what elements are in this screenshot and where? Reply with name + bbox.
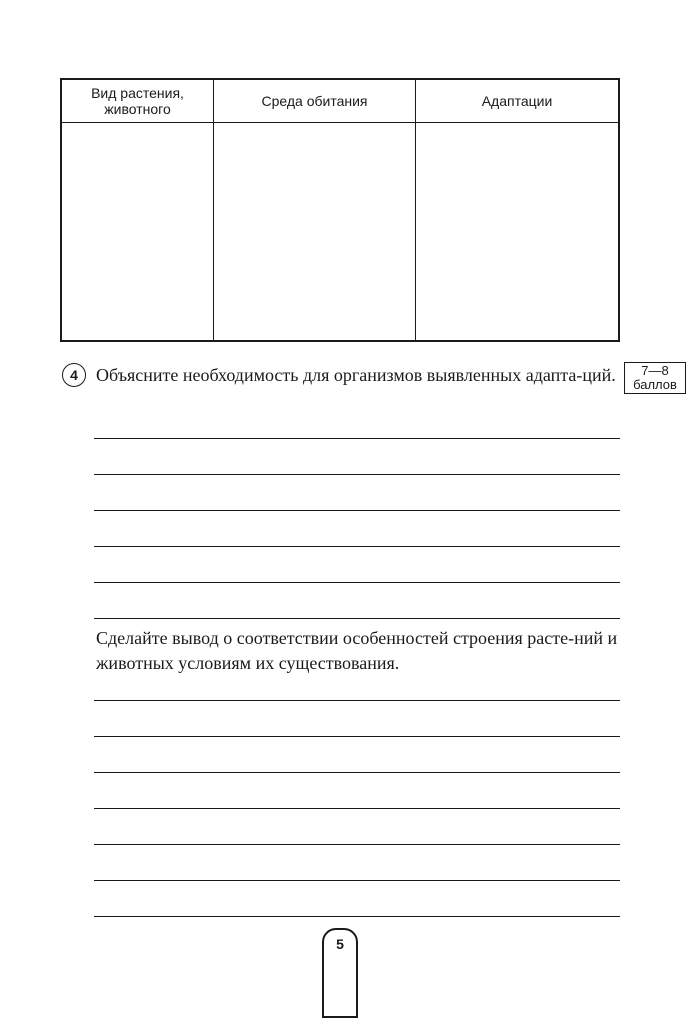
answer-line[interactable] <box>94 510 620 511</box>
answer-line[interactable] <box>94 438 620 439</box>
answer-line[interactable] <box>94 844 620 845</box>
answer-cell-habitat[interactable] <box>215 124 415 340</box>
answer-line[interactable] <box>94 808 620 809</box>
answer-cell-species[interactable] <box>62 124 213 340</box>
adaptation-table <box>60 78 620 342</box>
task-prompt: Объясните необходимость для организмов выявленных адапта-ций. <box>96 365 616 385</box>
answer-line[interactable] <box>94 916 620 917</box>
conclusion-prompt: Сделайте вывод о соответствии особенностей строения расте-ний и животных условиям их существования. <box>96 628 618 673</box>
column-divider <box>213 80 214 340</box>
answer-line[interactable] <box>94 618 620 619</box>
points-range: 7—8 <box>641 363 669 378</box>
header-adaptations: Адаптации <box>481 93 553 109</box>
page-number: 5 <box>322 928 358 1018</box>
task-number-badge: 4 <box>62 363 86 387</box>
answer-line[interactable] <box>94 582 620 583</box>
header-habitat: Среда обитания <box>261 93 368 109</box>
header-divider <box>62 122 618 123</box>
points-label: баллов <box>633 377 677 392</box>
column-divider <box>415 80 416 340</box>
answer-cell-adaptations[interactable] <box>417 124 618 340</box>
answer-line[interactable] <box>94 736 620 737</box>
answer-line[interactable] <box>94 546 620 547</box>
answer-line[interactable] <box>94 880 620 881</box>
answer-line[interactable] <box>94 474 620 475</box>
header-species: Вид растения, животного <box>91 85 184 117</box>
points-box <box>624 362 686 394</box>
answer-line[interactable] <box>94 700 620 701</box>
answer-line[interactable] <box>94 772 620 773</box>
